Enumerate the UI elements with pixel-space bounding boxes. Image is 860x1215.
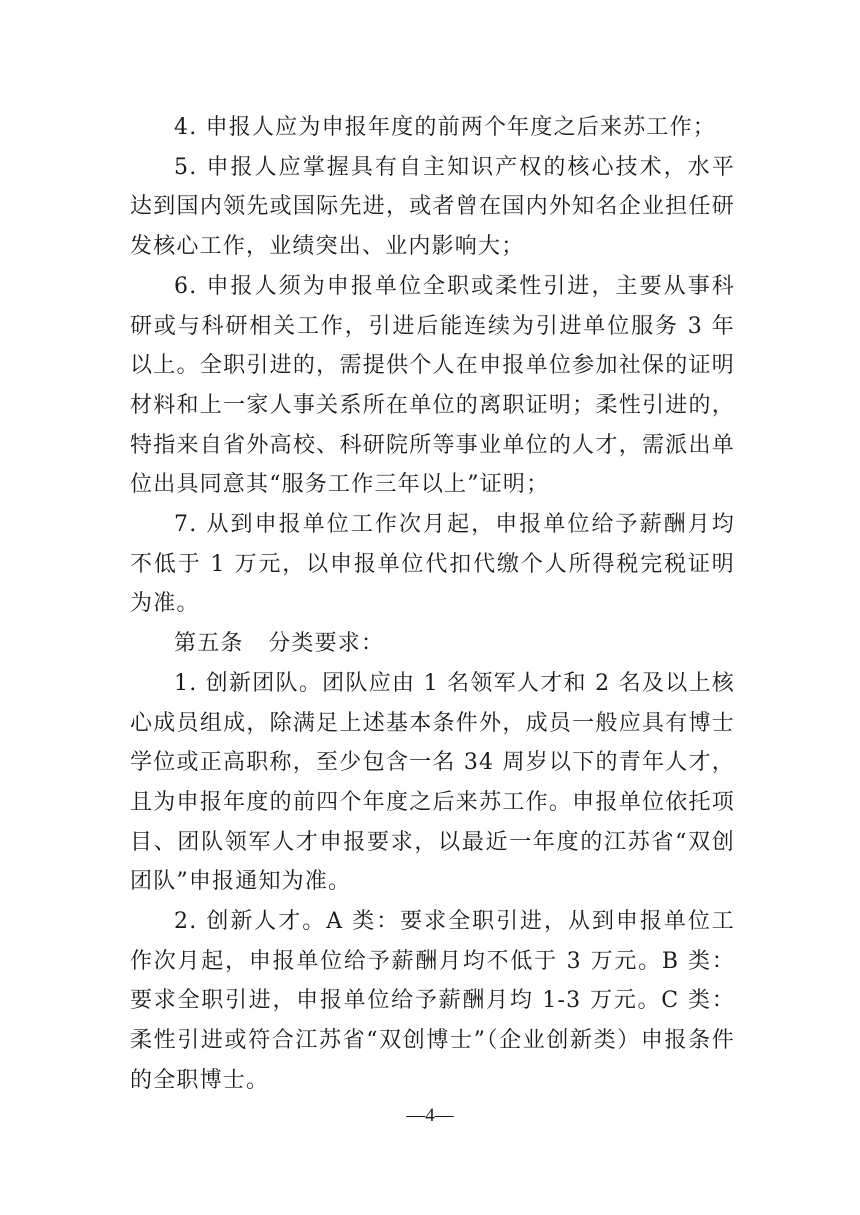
paragraph-innovation-talent: 2. 创新人才。A 类：要求全职引进，从到申报单位工作次月起，申报单位给予薪酬月均不低于 3 万元。B 类：要求全职引进，申报单位给予薪酬月均 1-3 万元。C 类：柔性引进或符合江苏省“双创博士”（企业创新类）申报条件的全职博士。: [130, 909, 735, 1093]
page-number: —4—: [406, 1105, 454, 1126]
paragraph-item-7: 7. 从到申报单位工作次月起，申报单位给予薪酬月均不低于 1 万元，以申报单位代扣代缴个人所得税完税证明为准。: [130, 512, 735, 617]
paragraph-item-6: 6. 申报人须为申报单位全职或柔性引进，主要从事科研或与科研相关工作，引进后能连续为引进单位服务 3 年以上。全职引进的，需提供个人在申报单位参加社保的证明材料和上一家人事关系所在单位的离职证明；柔性引进的，特指来自省外高校、科研院所等事业单位的人才，需派出单位出具同意其“服务工作三年以上”证明；: [130, 273, 735, 498]
article-heading: 第五条 分类要求：: [174, 631, 385, 657]
document-body: [130, 108, 735, 1101]
paragraph-innovation-team: 1. 创新团队。团队应由 1 名领军人才和 2 名及以上核心成员组成，除满足上述基本条件外，成员一般应具有博士学位或正高职称，至少包含一名 34 周岁以下的青年人才，且为申报年度的前四个年度之后来苏工作。申报单位依托项目、团队领军人才申报要求，以最近一年度的江苏省“双创团队”申报通知为准。: [130, 670, 735, 895]
paragraph-item-4: 4. 申报人应为申报年度的前两个年度之后来苏工作；: [174, 115, 716, 140]
paragraph-item-5: 5. 申报人应掌握具有自主知识产权的核心技术，水平达到国内领先或国际先进，或者曾在国内外知名企业担任研发核心工作，业绩突出、业内影响大；: [130, 154, 735, 260]
